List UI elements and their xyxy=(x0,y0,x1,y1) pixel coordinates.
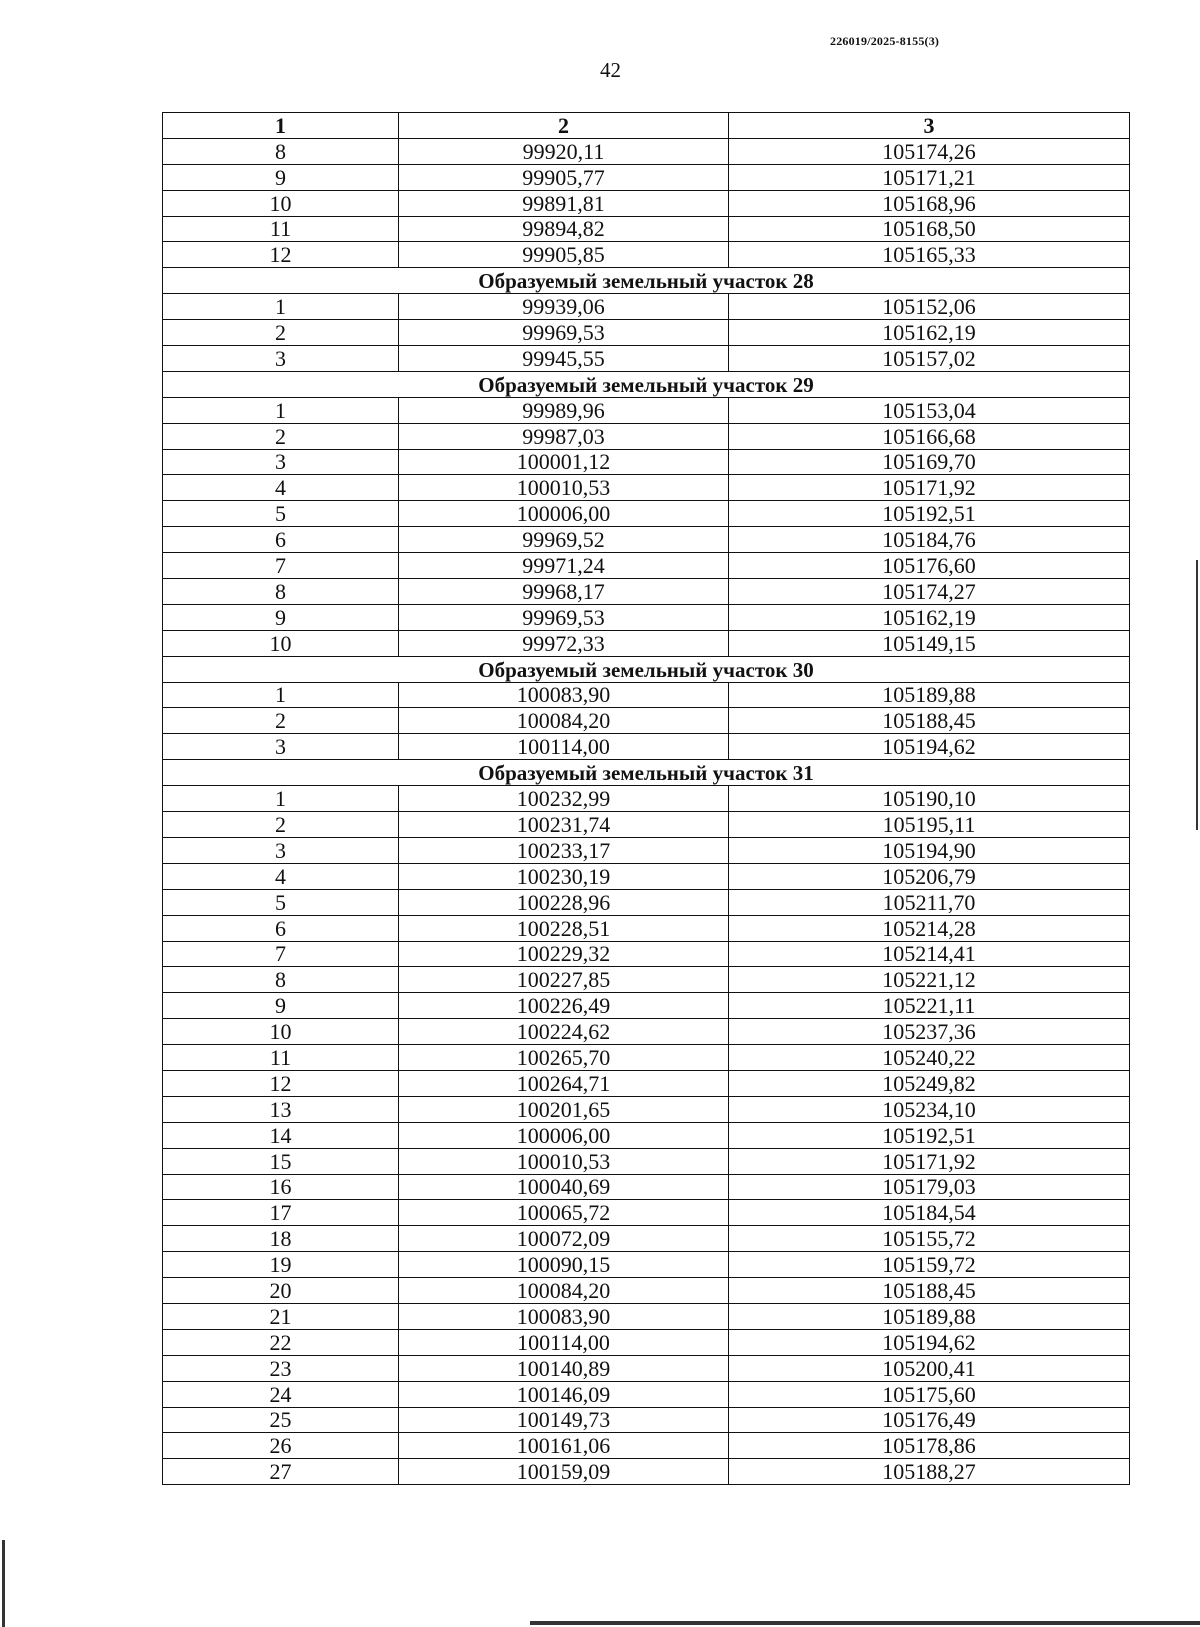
point-number-cell: 8 xyxy=(163,967,399,993)
y-coordinate-cell: 105176,49 xyxy=(729,1407,1130,1433)
y-coordinate-cell: 105162,19 xyxy=(729,604,1130,630)
section-title-row xyxy=(163,760,1130,786)
x-coordinate-cell: 100146,09 xyxy=(399,1381,729,1407)
x-coordinate-cell: 99894,82 xyxy=(399,216,729,242)
table-row xyxy=(163,1433,1130,1459)
y-coordinate-cell: 105155,72 xyxy=(729,1226,1130,1252)
scan-edge-mark-bottom xyxy=(530,1621,1200,1625)
y-coordinate-cell: 105162,19 xyxy=(729,320,1130,346)
x-coordinate-cell: 100231,74 xyxy=(399,812,729,838)
point-number-cell: 2 xyxy=(163,423,399,449)
y-coordinate-cell: 105171,21 xyxy=(729,164,1130,190)
y-coordinate-cell: 105234,10 xyxy=(729,1096,1130,1122)
table-row xyxy=(163,164,1130,190)
y-coordinate-cell: 105175,60 xyxy=(729,1381,1130,1407)
table-row xyxy=(163,1355,1130,1381)
section-title-row xyxy=(163,371,1130,397)
y-coordinate-cell: 105249,82 xyxy=(729,1070,1130,1096)
x-coordinate-cell: 100001,12 xyxy=(399,449,729,475)
y-coordinate-cell: 105171,92 xyxy=(729,475,1130,501)
y-coordinate-cell: 105192,51 xyxy=(729,1122,1130,1148)
table-row xyxy=(163,837,1130,863)
x-coordinate-cell: 100083,90 xyxy=(399,1303,729,1329)
column-header-x: 2 xyxy=(399,113,729,139)
point-number-cell: 10 xyxy=(163,190,399,216)
y-coordinate-cell: 105166,68 xyxy=(729,423,1130,449)
x-coordinate-cell: 99945,55 xyxy=(399,346,729,372)
table-row xyxy=(163,1174,1130,1200)
point-number-cell: 7 xyxy=(163,553,399,579)
point-number-cell: 27 xyxy=(163,1459,399,1485)
x-coordinate-cell: 100072,09 xyxy=(399,1226,729,1252)
y-coordinate-cell: 105179,03 xyxy=(729,1174,1130,1200)
y-coordinate-cell: 105168,50 xyxy=(729,216,1130,242)
y-coordinate-cell: 105159,72 xyxy=(729,1252,1130,1278)
x-coordinate-cell: 100232,99 xyxy=(399,786,729,812)
table-row xyxy=(163,320,1130,346)
point-number-cell: 14 xyxy=(163,1122,399,1148)
x-coordinate-cell: 100083,90 xyxy=(399,682,729,708)
point-number-cell: 16 xyxy=(163,1174,399,1200)
point-number-cell: 9 xyxy=(163,164,399,190)
point-number-cell: 9 xyxy=(163,604,399,630)
y-coordinate-cell: 105214,28 xyxy=(729,915,1130,941)
point-number-cell: 18 xyxy=(163,1226,399,1252)
y-coordinate-cell: 105206,79 xyxy=(729,863,1130,889)
point-number-cell: 3 xyxy=(163,346,399,372)
section-title-row xyxy=(163,268,1130,294)
x-coordinate-cell: 100114,00 xyxy=(399,734,729,760)
coordinates-table-body xyxy=(163,113,1130,1485)
table-row xyxy=(163,708,1130,734)
point-number-cell: 20 xyxy=(163,1278,399,1304)
y-coordinate-cell: 105211,70 xyxy=(729,889,1130,915)
table-row xyxy=(163,1226,1130,1252)
table-row xyxy=(163,1252,1130,1278)
point-number-cell: 1 xyxy=(163,397,399,423)
table-row xyxy=(163,630,1130,656)
table-row xyxy=(163,967,1130,993)
section-title: Образуемый земельный участок 28 xyxy=(163,268,1130,294)
x-coordinate-cell: 99905,85 xyxy=(399,242,729,268)
y-coordinate-cell: 105190,10 xyxy=(729,786,1130,812)
x-coordinate-cell: 99920,11 xyxy=(399,138,729,164)
y-coordinate-cell: 105214,41 xyxy=(729,941,1130,967)
x-coordinate-cell: 100090,15 xyxy=(399,1252,729,1278)
table-row xyxy=(163,993,1130,1019)
coordinates-table xyxy=(162,112,1130,1485)
table-row xyxy=(163,1122,1130,1148)
table-row xyxy=(163,346,1130,372)
point-number-cell: 10 xyxy=(163,1019,399,1045)
point-number-cell: 6 xyxy=(163,915,399,941)
table-row xyxy=(163,242,1130,268)
column-header-y: 3 xyxy=(729,113,1130,139)
table-row xyxy=(163,604,1130,630)
point-number-cell: 5 xyxy=(163,889,399,915)
x-coordinate-cell: 99969,53 xyxy=(399,320,729,346)
x-coordinate-cell: 100226,49 xyxy=(399,993,729,1019)
point-number-cell: 2 xyxy=(163,320,399,346)
y-coordinate-cell: 105194,90 xyxy=(729,837,1130,863)
x-coordinate-cell: 100228,51 xyxy=(399,915,729,941)
y-coordinate-cell: 105195,11 xyxy=(729,812,1130,838)
point-number-cell: 23 xyxy=(163,1355,399,1381)
y-coordinate-cell: 105188,45 xyxy=(729,708,1130,734)
x-coordinate-cell: 100264,71 xyxy=(399,1070,729,1096)
y-coordinate-cell: 105153,04 xyxy=(729,397,1130,423)
point-number-cell: 12 xyxy=(163,242,399,268)
x-coordinate-cell: 100140,89 xyxy=(399,1355,729,1381)
section-title: Образуемый земельный участок 31 xyxy=(163,760,1130,786)
x-coordinate-cell: 99987,03 xyxy=(399,423,729,449)
y-coordinate-cell: 105192,51 xyxy=(729,501,1130,527)
y-coordinate-cell: 105157,02 xyxy=(729,346,1130,372)
table-header-row xyxy=(163,113,1130,139)
y-coordinate-cell: 105184,54 xyxy=(729,1200,1130,1226)
x-coordinate-cell: 100149,73 xyxy=(399,1407,729,1433)
table-row xyxy=(163,1329,1130,1355)
table-row xyxy=(163,501,1130,527)
x-coordinate-cell: 100159,09 xyxy=(399,1459,729,1485)
scan-edge-mark-right xyxy=(1196,560,1198,830)
point-number-cell: 19 xyxy=(163,1252,399,1278)
y-coordinate-cell: 105221,11 xyxy=(729,993,1130,1019)
table-row xyxy=(163,138,1130,164)
y-coordinate-cell: 105188,45 xyxy=(729,1278,1130,1304)
table-row xyxy=(163,1070,1130,1096)
y-coordinate-cell: 105152,06 xyxy=(729,294,1130,320)
table-row xyxy=(163,915,1130,941)
point-number-cell: 7 xyxy=(163,941,399,967)
x-coordinate-cell: 100006,00 xyxy=(399,501,729,527)
section-title: Образуемый земельный участок 30 xyxy=(163,656,1130,682)
y-coordinate-cell: 105168,96 xyxy=(729,190,1130,216)
y-coordinate-cell: 105221,12 xyxy=(729,967,1130,993)
x-coordinate-cell: 100161,06 xyxy=(399,1433,729,1459)
table-row xyxy=(163,1303,1130,1329)
x-coordinate-cell: 99939,06 xyxy=(399,294,729,320)
y-coordinate-cell: 105188,27 xyxy=(729,1459,1130,1485)
x-coordinate-cell: 99891,81 xyxy=(399,190,729,216)
table-row xyxy=(163,863,1130,889)
point-number-cell: 10 xyxy=(163,630,399,656)
point-number-cell: 3 xyxy=(163,734,399,760)
x-coordinate-cell: 100229,32 xyxy=(399,941,729,967)
x-coordinate-cell: 99905,77 xyxy=(399,164,729,190)
x-coordinate-cell: 99971,24 xyxy=(399,553,729,579)
x-coordinate-cell: 99989,96 xyxy=(399,397,729,423)
x-coordinate-cell: 100228,96 xyxy=(399,889,729,915)
x-coordinate-cell: 100065,72 xyxy=(399,1200,729,1226)
point-number-cell: 22 xyxy=(163,1329,399,1355)
point-number-cell: 25 xyxy=(163,1407,399,1433)
point-number-cell: 9 xyxy=(163,993,399,1019)
x-coordinate-cell: 100224,62 xyxy=(399,1019,729,1045)
x-coordinate-cell: 100233,17 xyxy=(399,837,729,863)
table-row xyxy=(163,1381,1130,1407)
table-row xyxy=(163,812,1130,838)
x-coordinate-cell: 99972,33 xyxy=(399,630,729,656)
table-row xyxy=(163,1459,1130,1485)
x-coordinate-cell: 100265,70 xyxy=(399,1045,729,1071)
y-coordinate-cell: 105189,88 xyxy=(729,682,1130,708)
y-coordinate-cell: 105189,88 xyxy=(729,1303,1130,1329)
x-coordinate-cell: 100230,19 xyxy=(399,863,729,889)
x-coordinate-cell: 99968,17 xyxy=(399,579,729,605)
y-coordinate-cell: 105178,86 xyxy=(729,1433,1130,1459)
table-row xyxy=(163,190,1130,216)
point-number-cell: 8 xyxy=(163,579,399,605)
table-row xyxy=(163,889,1130,915)
table-row xyxy=(163,1407,1130,1433)
y-coordinate-cell: 105171,92 xyxy=(729,1148,1130,1174)
y-coordinate-cell: 105165,33 xyxy=(729,242,1130,268)
table-row xyxy=(163,1278,1130,1304)
point-number-cell: 15 xyxy=(163,1148,399,1174)
x-coordinate-cell: 100006,00 xyxy=(399,1122,729,1148)
table-row xyxy=(163,682,1130,708)
table-row xyxy=(163,216,1130,242)
table-row xyxy=(163,1200,1130,1226)
point-number-cell: 4 xyxy=(163,475,399,501)
scan-edge-mark-left xyxy=(2,1540,5,1627)
point-number-cell: 12 xyxy=(163,1070,399,1096)
point-number-cell: 8 xyxy=(163,138,399,164)
x-coordinate-cell: 99969,52 xyxy=(399,527,729,553)
point-number-cell: 3 xyxy=(163,449,399,475)
table-row xyxy=(163,475,1130,501)
y-coordinate-cell: 105194,62 xyxy=(729,1329,1130,1355)
table-row xyxy=(163,1096,1130,1122)
x-coordinate-cell: 100040,69 xyxy=(399,1174,729,1200)
x-coordinate-cell: 100010,53 xyxy=(399,1148,729,1174)
y-coordinate-cell: 105169,70 xyxy=(729,449,1130,475)
table-row xyxy=(163,423,1130,449)
point-number-cell: 6 xyxy=(163,527,399,553)
table-row xyxy=(163,397,1130,423)
x-coordinate-cell: 100114,00 xyxy=(399,1329,729,1355)
point-number-cell: 1 xyxy=(163,786,399,812)
document-id: 226019/2025-8155(3) xyxy=(830,34,940,48)
point-number-cell: 1 xyxy=(163,294,399,320)
y-coordinate-cell: 105237,36 xyxy=(729,1019,1130,1045)
table-row xyxy=(163,1148,1130,1174)
section-title-row xyxy=(163,656,1130,682)
table-row xyxy=(163,734,1130,760)
x-coordinate-cell: 100084,20 xyxy=(399,1278,729,1304)
y-coordinate-cell: 105240,22 xyxy=(729,1045,1130,1071)
point-number-cell: 11 xyxy=(163,216,399,242)
table-row xyxy=(163,527,1130,553)
y-coordinate-cell: 105194,62 xyxy=(729,734,1130,760)
point-number-cell: 3 xyxy=(163,837,399,863)
point-number-cell: 5 xyxy=(163,501,399,527)
point-number-cell: 24 xyxy=(163,1381,399,1407)
table-row xyxy=(163,786,1130,812)
y-coordinate-cell: 105184,76 xyxy=(729,527,1130,553)
point-number-cell: 13 xyxy=(163,1096,399,1122)
point-number-cell: 4 xyxy=(163,863,399,889)
point-number-cell: 17 xyxy=(163,1200,399,1226)
point-number-cell: 2 xyxy=(163,708,399,734)
point-number-cell: 26 xyxy=(163,1433,399,1459)
table-row xyxy=(163,579,1130,605)
table-row xyxy=(163,941,1130,967)
point-number-cell: 1 xyxy=(163,682,399,708)
table-row xyxy=(163,294,1130,320)
point-number-cell: 21 xyxy=(163,1303,399,1329)
x-coordinate-cell: 100201,65 xyxy=(399,1096,729,1122)
y-coordinate-cell: 105176,60 xyxy=(729,553,1130,579)
point-number-cell: 2 xyxy=(163,812,399,838)
column-header-point-number: 1 xyxy=(163,113,399,139)
section-title: Образуемый земельный участок 29 xyxy=(163,371,1130,397)
table-row xyxy=(163,553,1130,579)
x-coordinate-cell: 100227,85 xyxy=(399,967,729,993)
y-coordinate-cell: 105149,15 xyxy=(729,630,1130,656)
x-coordinate-cell: 100084,20 xyxy=(399,708,729,734)
table-row xyxy=(163,1045,1130,1071)
y-coordinate-cell: 105174,26 xyxy=(729,138,1130,164)
point-number-cell: 11 xyxy=(163,1045,399,1071)
page-number: 42 xyxy=(600,58,621,82)
y-coordinate-cell: 105200,41 xyxy=(729,1355,1130,1381)
y-coordinate-cell: 105174,27 xyxy=(729,579,1130,605)
table-row xyxy=(163,1019,1130,1045)
x-coordinate-cell: 100010,53 xyxy=(399,475,729,501)
x-coordinate-cell: 99969,53 xyxy=(399,604,729,630)
table-row xyxy=(163,449,1130,475)
